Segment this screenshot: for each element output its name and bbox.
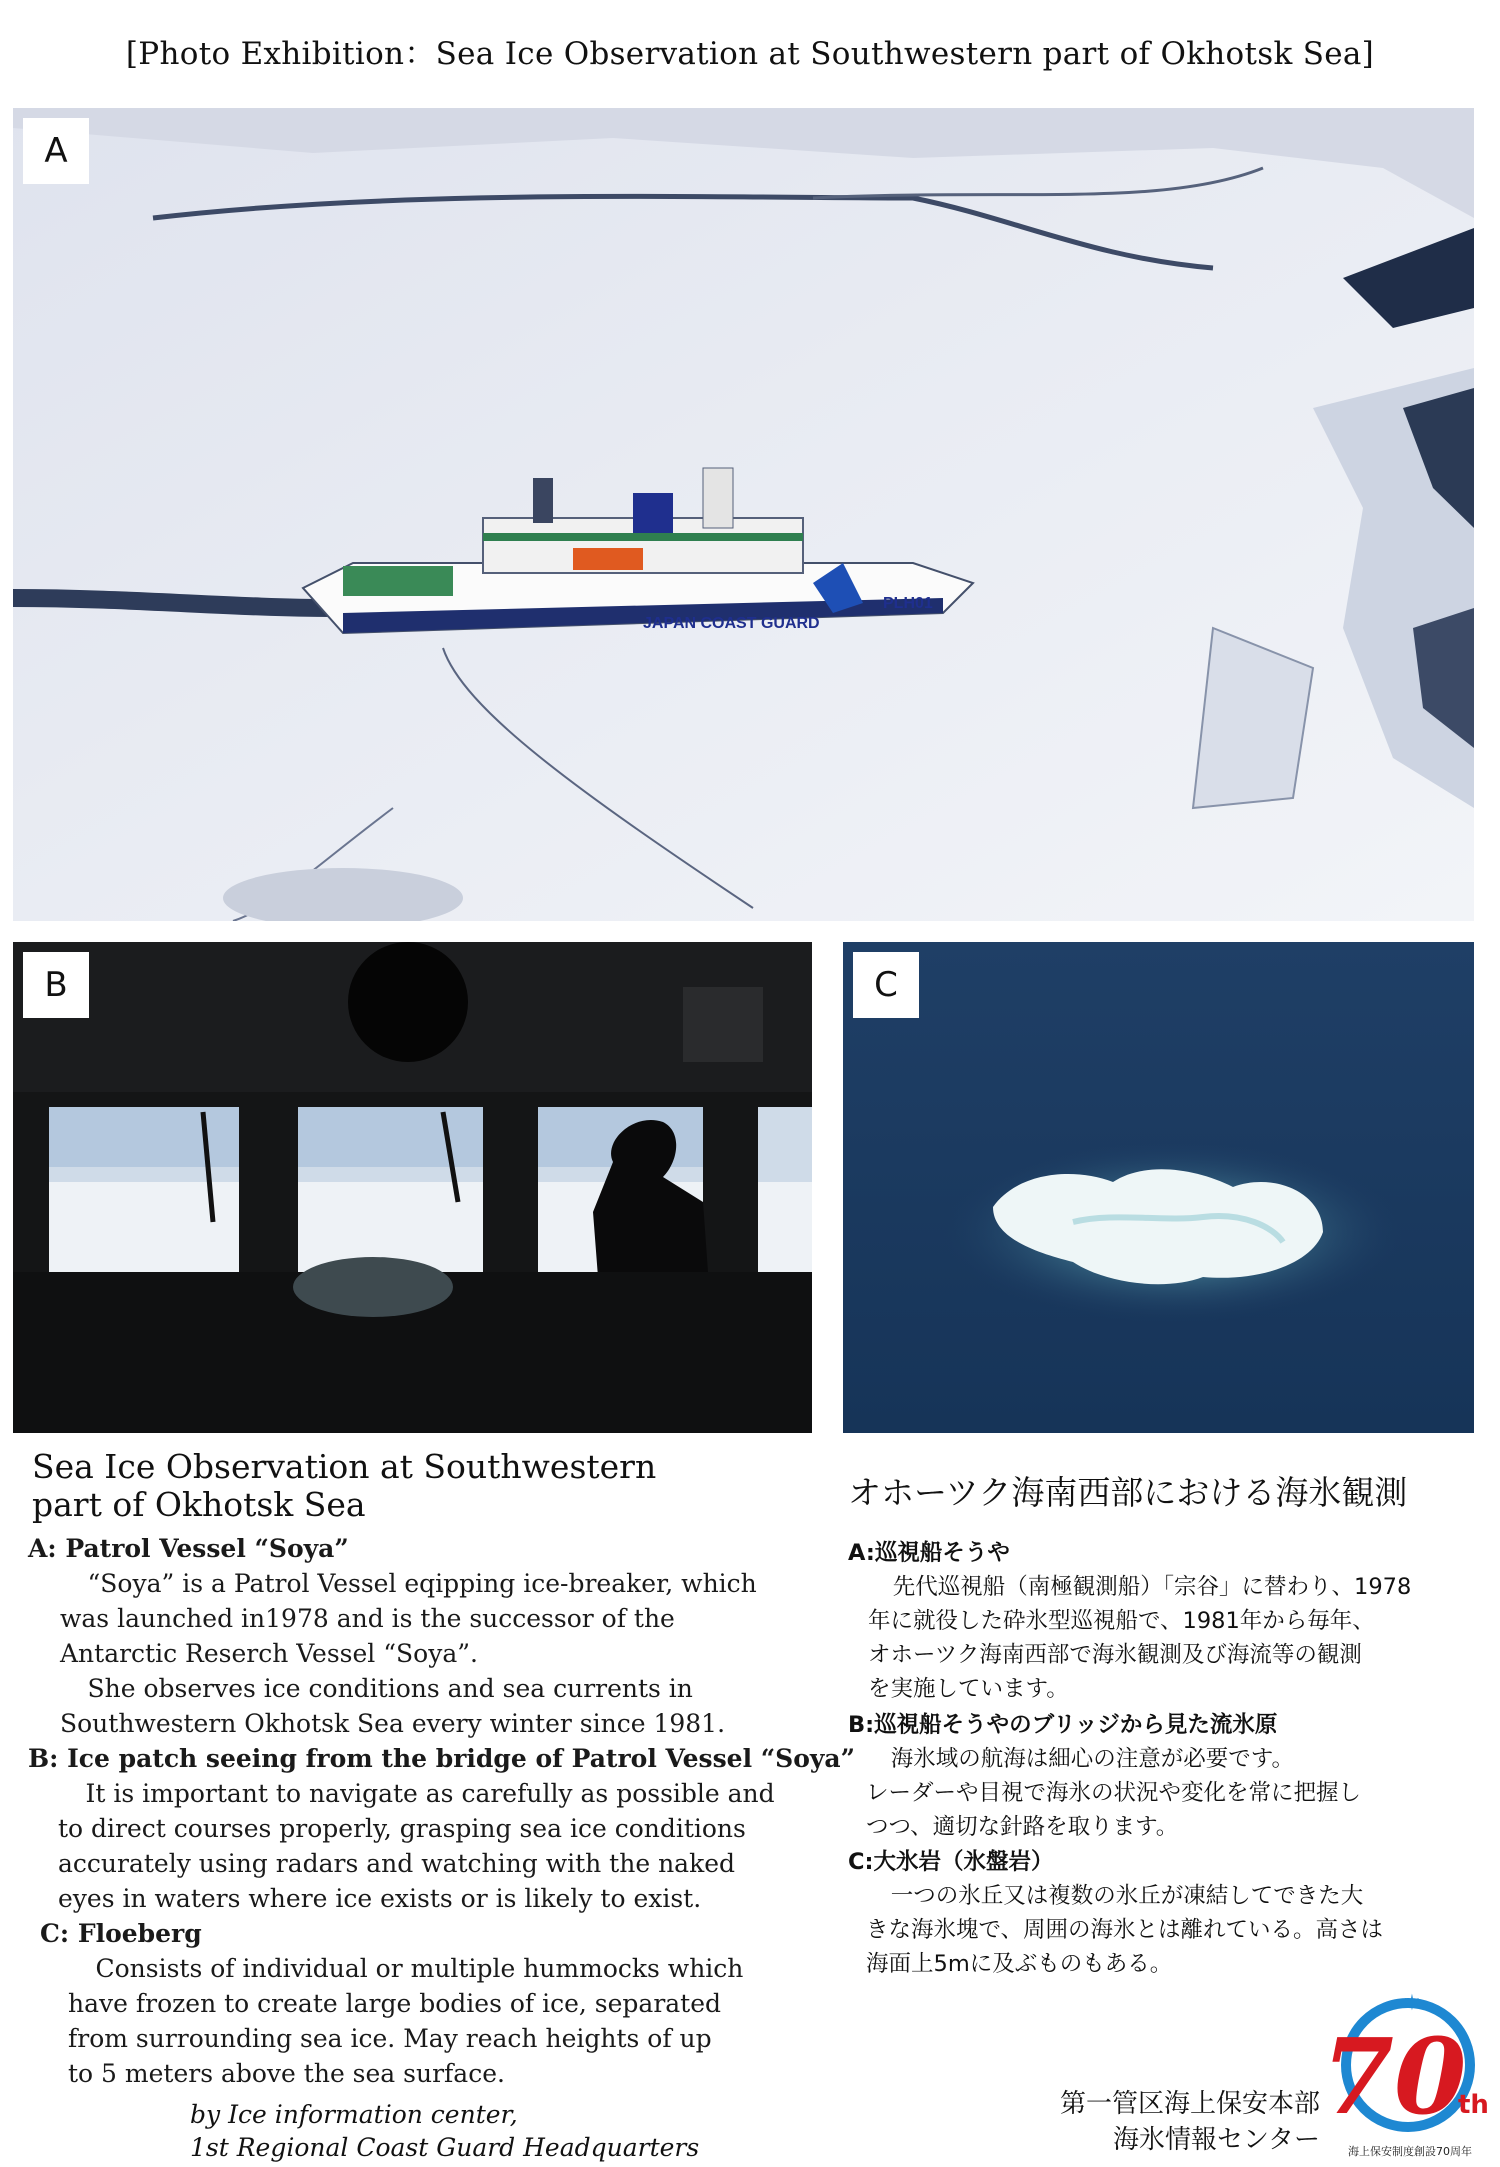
organization-name [960,2086,1320,2158]
japanese-line: 海面上5mに及ぶものもある。 [866,1951,1173,1977]
japanese-heading: オホーツク海南西部における海氷観測 [848,1473,1408,1512]
photo-b-bridge-view [13,942,812,1433]
english-heading-line2: part of Okhotsk Sea [32,1485,366,1524]
japanese-section-a [848,1536,1488,1706]
japanese-section-title: C:大氷岩（氷盤岩） [848,1849,1054,1875]
english-line: was launched in1978 and is the successor of the [60,1604,675,1633]
japanese-line: レーダーや目視で海氷の状況や変化を常に把握し [866,1780,1362,1806]
japanese-section-title: B:巡視船そうやのブリッジから見た流氷原 [848,1712,1278,1738]
japanese-line: 一つの氷丘又は複数の氷丘が凍結してできた大 [890,1883,1364,1909]
credit-line2: 1st Regional Coast Guard Headquarters [190,2133,700,2162]
japanese-section-title: A:巡視船そうや [848,1540,1010,1566]
english-line: from surrounding sea ice. May reach heights of up [68,2024,712,2053]
japanese-line: つつ、適切な針路を取ります。 [866,1814,1179,1840]
japanese-line: オホーツク海南西部で海氷観測及び海流等の観測 [868,1642,1362,1668]
logo-emblem-icon [1330,1985,1490,2160]
logo-main-text: 70 [1330,2015,1467,2138]
english-section-title: C: Floeberg [40,1919,202,1948]
japanese-line: 先代巡視船（南極観測船）「宗谷」に替わり、1978 [892,1574,1412,1600]
logo-suffix: th [1458,2090,1489,2120]
japanese-line: きな海氷塊で、周囲の海氷とは離れている。高さは [866,1917,1384,1943]
anniversary-logo [1330,1985,1490,2160]
english-section-b [28,1741,858,1916]
photo-b-label: B [23,952,89,1018]
english-credit [190,2098,790,2164]
japanese-line: 海氷域の航海は細心の注意が必要です。 [890,1746,1294,1772]
japanese-section-b [848,1708,1488,1844]
page-title: [Photo Exhibition：Sea Ice Observation at Southwestern part of Okhotsk Sea] [125,36,1375,72]
logo-caption: 海上保安制度創設70周年 [1348,2145,1472,2158]
english-heading [32,1448,732,1524]
english-line: Antarctic Reserch Vessel “Soya”. [60,1639,478,1668]
english-section-c [40,1916,840,2091]
english-line: eyes in waters where ice exists or is likely to exist. [58,1884,702,1913]
english-line: Consists of individual or multiple hummocks which [95,1954,744,1983]
english-line: have frozen to create large bodies of ice, separated [68,1989,722,2018]
credit-line1: by Ice information center, [190,2100,518,2129]
hull-text: JAPAN COAST GUARD [643,615,820,632]
english-line: Southwestern Okhotsk Sea every winter since 1981. [60,1709,726,1738]
english-line: She observes ice conditions and sea currents in [87,1674,693,1703]
japanese-line: 年に就役した砕氷型巡視船で、1981年から毎年、 [868,1608,1375,1634]
photo-c-floeberg [843,942,1474,1433]
english-heading-line1: Sea Ice Observation at Southwestern [32,1447,657,1486]
hull-number: PLH01 [883,595,933,612]
english-section-title: B: Ice patch seeing from the bridge of Patrol Vessel “Soya” [28,1744,856,1773]
photo-a-label: A [23,118,89,184]
org-line1: 第一管区海上保安本部 [1059,2089,1320,2119]
english-section-a [28,1531,848,1741]
photo-a-icebreaker [13,108,1474,921]
japanese-line: を実施しています。 [868,1676,1069,1702]
english-line: to 5 meters above the sea surface. [68,2059,505,2088]
org-line2: 海氷情報センター [1113,2125,1320,2155]
english-line: accurately using radars and watching with the naked [58,1849,736,1878]
english-line: It is important to navigate as carefully as possible and [85,1779,775,1808]
english-line: to direct courses properly, grasping sea ice conditions [58,1814,746,1843]
svg-text:✶: ✶ [1402,1991,1422,2016]
english-line: “Soya” is a Patrol Vessel eqipping ice-breaker, which [87,1569,757,1598]
photo-c-label: C [853,952,919,1018]
japanese-section-c [848,1845,1488,1981]
english-section-title: A: Patrol Vessel “Soya” [28,1534,349,1563]
